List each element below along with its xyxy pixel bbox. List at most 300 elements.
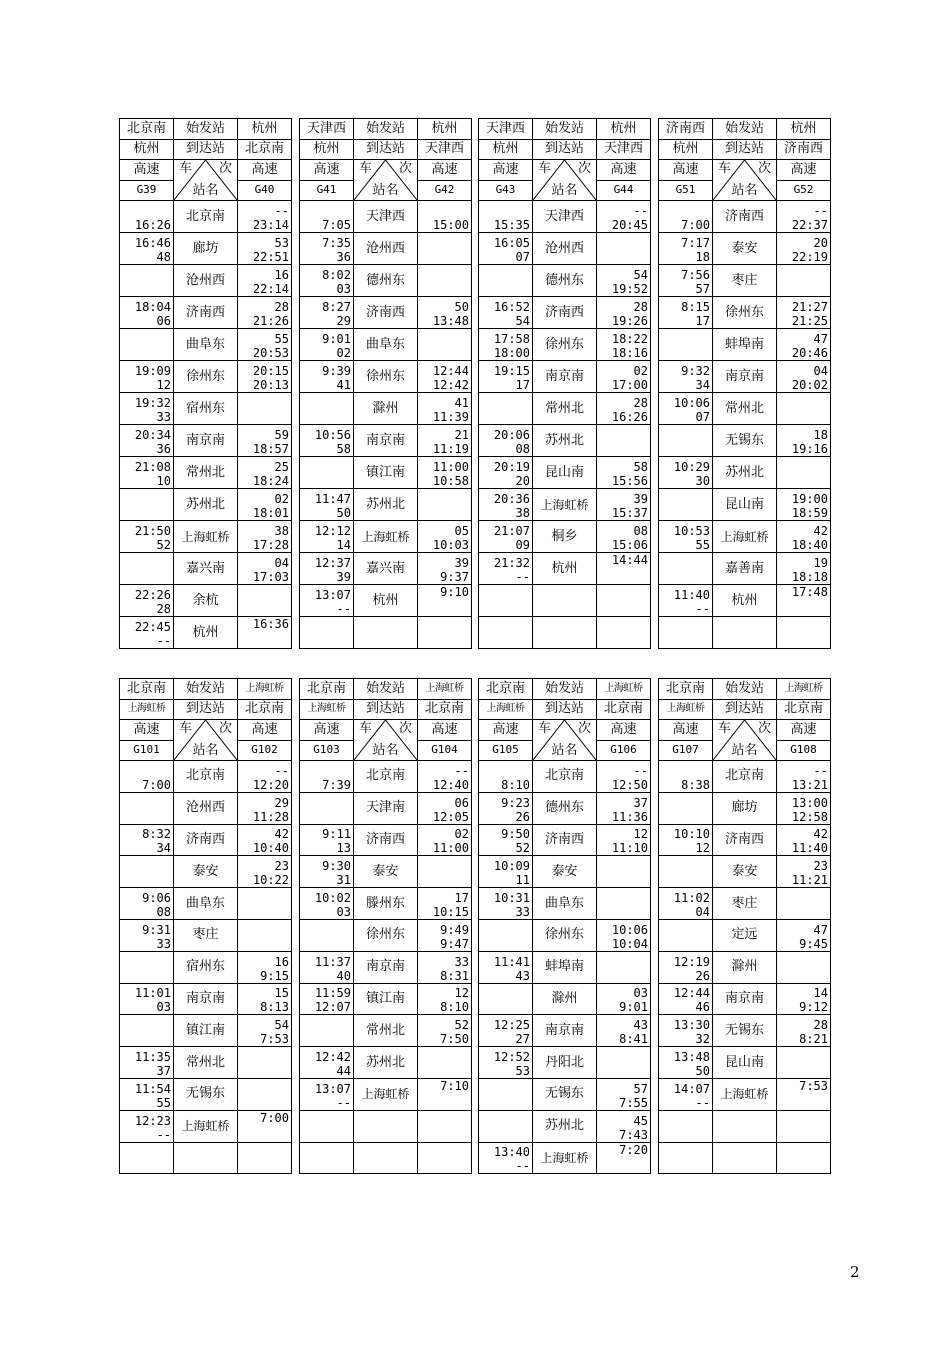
up-time-2: 9:12 bbox=[799, 1000, 828, 1015]
down-time-1 bbox=[302, 1145, 351, 1159]
up-time-1: 9:49 bbox=[440, 922, 469, 937]
down-time-1: 16:52 bbox=[493, 300, 530, 314]
up-time-2 bbox=[420, 1128, 469, 1142]
up-time-1: 42 bbox=[813, 524, 828, 538]
down-time-1: 22:45 bbox=[134, 620, 171, 634]
table-row bbox=[659, 393, 831, 425]
station-name-label: 站名 bbox=[731, 183, 758, 198]
up-time-cell bbox=[777, 761, 831, 793]
down-time-2 bbox=[302, 634, 351, 648]
timetable-G107-G108 bbox=[658, 678, 831, 1174]
down-time-2: 8:10 bbox=[501, 777, 530, 792]
up-time-2 bbox=[599, 250, 648, 264]
up-time-1: 16 bbox=[274, 268, 289, 282]
up-time-2: 12:05 bbox=[432, 809, 469, 824]
down-time-2: 03 bbox=[156, 1000, 171, 1015]
table-row bbox=[120, 983, 292, 1015]
dest-label: 到达站 bbox=[533, 139, 597, 160]
down-time-2 bbox=[481, 410, 530, 424]
down-time-1: 20:34 bbox=[134, 428, 171, 442]
table-row bbox=[300, 888, 472, 920]
down-time-1: 20:06 bbox=[493, 428, 530, 442]
table-row bbox=[479, 1142, 651, 1174]
train-type-up: 高速 bbox=[238, 720, 292, 741]
origin-station-up: 杭州 bbox=[597, 119, 651, 140]
up-time-2 bbox=[779, 282, 828, 296]
up-time-cell bbox=[418, 792, 472, 824]
table-row bbox=[659, 265, 831, 297]
train-type-down: 高速 bbox=[659, 160, 713, 181]
table-row bbox=[479, 393, 651, 425]
table-row bbox=[659, 1142, 831, 1174]
up-time-cell bbox=[238, 1078, 292, 1110]
down-time-1: 11:37 bbox=[314, 954, 351, 969]
station-name: 上海虹桥 bbox=[174, 521, 238, 553]
down-time-cell bbox=[120, 553, 174, 585]
down-time-1 bbox=[661, 764, 710, 778]
station-name: 杭州 bbox=[713, 585, 777, 617]
station-name-label: 站名 bbox=[192, 183, 219, 198]
station-name: 泰安 bbox=[713, 233, 777, 265]
down-time-1 bbox=[481, 268, 530, 282]
down-time-2 bbox=[661, 1159, 710, 1173]
number-label: 次 bbox=[218, 721, 232, 736]
down-time-cell bbox=[479, 361, 533, 393]
up-time-1 bbox=[420, 1145, 469, 1159]
station-name: 上海虹桥 bbox=[354, 1078, 418, 1110]
train-type-down: 高速 bbox=[300, 720, 354, 741]
up-time-1 bbox=[420, 332, 469, 346]
down-time-1 bbox=[661, 923, 710, 937]
station-name: 苏州北 bbox=[713, 457, 777, 489]
table-row bbox=[120, 856, 292, 888]
up-time-cell bbox=[418, 585, 472, 617]
down-time-cell bbox=[300, 856, 354, 888]
up-time-cell bbox=[597, 1078, 651, 1110]
down-time-cell bbox=[120, 919, 174, 951]
up-time-1 bbox=[240, 891, 289, 905]
station-name: 德州东 bbox=[533, 265, 597, 297]
up-time-cell bbox=[418, 919, 472, 951]
up-time-cell bbox=[238, 521, 292, 553]
station-name: 苏州北 bbox=[533, 425, 597, 457]
up-time-cell bbox=[777, 233, 831, 265]
down-time-cell bbox=[479, 425, 533, 457]
up-time-1 bbox=[420, 620, 469, 634]
down-time-cell bbox=[300, 1078, 354, 1110]
down-time-1 bbox=[122, 332, 171, 346]
down-time-cell bbox=[300, 1110, 354, 1142]
up-time-1: -- bbox=[813, 204, 828, 218]
origin-station-up: 上海虹桥 bbox=[418, 679, 472, 700]
up-time-cell bbox=[597, 856, 651, 888]
table-row bbox=[479, 553, 651, 585]
down-time-cell bbox=[120, 489, 174, 521]
down-time-1 bbox=[661, 428, 710, 442]
down-time-1: 10:29 bbox=[673, 460, 710, 474]
up-time-1: 02 bbox=[633, 364, 648, 378]
table-row bbox=[300, 1078, 472, 1110]
down-time-2: 10 bbox=[156, 474, 171, 488]
up-time-1: 14 bbox=[813, 986, 828, 1001]
diagonal-header-cell bbox=[354, 160, 418, 201]
station-name: 昆山南 bbox=[533, 457, 597, 489]
table-row bbox=[659, 521, 831, 553]
table-row bbox=[479, 983, 651, 1015]
up-time-cell bbox=[597, 329, 651, 361]
table-row bbox=[479, 521, 651, 553]
down-time-2: 58 bbox=[336, 442, 351, 456]
down-time-cell bbox=[300, 585, 354, 617]
table-row bbox=[120, 792, 292, 824]
station-name: 定远 bbox=[713, 919, 777, 951]
up-time-1: 28 bbox=[274, 300, 289, 314]
up-time-cell bbox=[418, 1047, 472, 1079]
down-time-2: 03 bbox=[336, 904, 351, 919]
station-name: 北京南 bbox=[174, 761, 238, 793]
up-time-1: 18 bbox=[813, 428, 828, 442]
up-time-cell bbox=[597, 1142, 651, 1174]
down-time-1: 20:19 bbox=[493, 460, 530, 474]
up-time-1 bbox=[779, 1050, 828, 1064]
down-time-1 bbox=[302, 396, 351, 410]
down-time-1 bbox=[481, 1082, 530, 1096]
down-time-cell bbox=[479, 1110, 533, 1142]
station-name bbox=[533, 585, 597, 617]
down-time-cell bbox=[300, 888, 354, 920]
origin-station-up: 杭州 bbox=[238, 119, 292, 140]
up-time-cell bbox=[238, 856, 292, 888]
table-row bbox=[300, 297, 472, 329]
up-time-2: 17:03 bbox=[252, 570, 289, 584]
origin-station-down: 北京南 bbox=[659, 679, 713, 700]
station-name: 滁州 bbox=[533, 983, 597, 1015]
timetable-G43-G44 bbox=[478, 118, 651, 649]
up-time-2: 18:57 bbox=[252, 442, 289, 456]
down-time-cell bbox=[479, 329, 533, 361]
up-time-2: 21:26 bbox=[252, 314, 289, 328]
up-time-2: 22:37 bbox=[791, 218, 828, 232]
down-time-1: 13:07 bbox=[314, 1081, 351, 1096]
train-number-up: G52 bbox=[777, 180, 831, 201]
up-time-1: 16 bbox=[274, 954, 289, 969]
down-time-1 bbox=[122, 1145, 171, 1159]
down-time-1: 19:32 bbox=[134, 396, 171, 410]
down-time-1: 13:07 bbox=[314, 588, 351, 602]
table-row bbox=[300, 824, 472, 856]
number-label: 次 bbox=[218, 161, 232, 176]
down-time-cell bbox=[479, 553, 533, 585]
up-time-2: 8:13 bbox=[260, 1000, 289, 1015]
down-time-2 bbox=[302, 1159, 351, 1173]
down-time-2 bbox=[122, 810, 171, 824]
table-row bbox=[120, 1142, 292, 1174]
up-time-cell bbox=[597, 1110, 651, 1142]
down-time-2: 41 bbox=[336, 378, 351, 392]
down-time-2: 38 bbox=[515, 506, 530, 520]
down-time-1 bbox=[661, 556, 710, 570]
down-time-2: 52 bbox=[156, 538, 171, 552]
up-time-2 bbox=[240, 602, 289, 616]
station-name: 廊坊 bbox=[713, 792, 777, 824]
up-time-cell bbox=[418, 425, 472, 457]
down-time-cell bbox=[479, 761, 533, 793]
down-time-2: 15:35 bbox=[493, 218, 530, 232]
down-time-2 bbox=[122, 1159, 171, 1173]
up-time-1: 28 bbox=[633, 396, 648, 410]
up-time-cell bbox=[597, 297, 651, 329]
train-type-up: 高速 bbox=[597, 720, 651, 741]
up-time-1: 12 bbox=[454, 986, 469, 1001]
station-name bbox=[354, 617, 418, 649]
up-time-2: 22:19 bbox=[791, 250, 828, 264]
up-time-1: -- bbox=[633, 763, 648, 778]
down-time-cell bbox=[120, 951, 174, 983]
up-time-cell bbox=[777, 425, 831, 457]
up-time-cell bbox=[238, 489, 292, 521]
down-time-cell bbox=[300, 951, 354, 983]
up-time-2 bbox=[599, 602, 648, 616]
down-time-cell bbox=[120, 521, 174, 553]
up-time-cell bbox=[238, 792, 292, 824]
up-time-1: 55 bbox=[274, 332, 289, 346]
up-time-cell bbox=[418, 1142, 472, 1174]
up-time-2: 21:25 bbox=[791, 314, 828, 328]
down-time-1: 13:40 bbox=[493, 1145, 530, 1160]
terminal-station-up: 北京南 bbox=[418, 699, 472, 720]
down-time-cell bbox=[659, 1015, 713, 1047]
down-time-2: 34 bbox=[156, 841, 171, 856]
train-number-up: G102 bbox=[238, 740, 292, 761]
down-time-cell bbox=[300, 617, 354, 649]
up-time-cell bbox=[597, 393, 651, 425]
up-time-2: 19:16 bbox=[791, 442, 828, 456]
up-time-1: 19:00 bbox=[791, 492, 828, 506]
down-time-1 bbox=[122, 492, 171, 506]
station-name: 滕州东 bbox=[354, 888, 418, 920]
down-time-2 bbox=[302, 474, 351, 488]
up-time-cell bbox=[418, 297, 472, 329]
up-time-cell bbox=[597, 1047, 651, 1079]
up-time-1: 7:10 bbox=[440, 1078, 469, 1093]
origin-label: 始发站 bbox=[174, 119, 238, 140]
table-row bbox=[300, 856, 472, 888]
up-time-2: 7:50 bbox=[440, 1032, 469, 1047]
up-time-2 bbox=[599, 634, 648, 648]
dest-label: 到达站 bbox=[174, 139, 238, 160]
up-time-2: 20:13 bbox=[252, 378, 289, 392]
up-time-cell bbox=[777, 1142, 831, 1174]
down-time-cell bbox=[120, 1015, 174, 1047]
up-time-1: 05 bbox=[454, 524, 469, 538]
up-time-2: 15:56 bbox=[611, 474, 648, 488]
station-name: 苏州北 bbox=[174, 489, 238, 521]
up-time-2: 12:50 bbox=[611, 777, 648, 792]
station-name: 枣庄 bbox=[713, 888, 777, 920]
up-time-2: 8:10 bbox=[440, 1000, 469, 1015]
down-time-cell bbox=[479, 393, 533, 425]
table-row bbox=[120, 1015, 292, 1047]
up-time-1: -- bbox=[633, 204, 648, 218]
table-row bbox=[120, 521, 292, 553]
table-row bbox=[120, 297, 292, 329]
down-time-cell bbox=[300, 553, 354, 585]
up-time-cell bbox=[597, 457, 651, 489]
up-time-cell bbox=[238, 201, 292, 233]
down-time-1 bbox=[122, 764, 171, 778]
down-time-2: -- bbox=[695, 1095, 710, 1110]
up-time-cell bbox=[238, 617, 292, 649]
down-time-cell bbox=[300, 521, 354, 553]
table-row bbox=[120, 457, 292, 489]
down-time-cell bbox=[300, 489, 354, 521]
down-time-2 bbox=[122, 969, 171, 983]
up-time-1: 23 bbox=[274, 859, 289, 874]
down-time-1 bbox=[302, 620, 351, 634]
table-row bbox=[300, 233, 472, 265]
station-name: 济南西 bbox=[354, 824, 418, 856]
up-time-1 bbox=[420, 268, 469, 282]
up-time-2: 20:45 bbox=[611, 218, 648, 232]
train-number-down: G101 bbox=[120, 740, 174, 761]
station-name: 杭州 bbox=[354, 585, 418, 617]
down-time-2 bbox=[122, 873, 171, 887]
table-row bbox=[120, 489, 292, 521]
down-time-1 bbox=[481, 1114, 530, 1128]
down-time-cell bbox=[659, 824, 713, 856]
origin-label: 始发站 bbox=[533, 119, 597, 140]
train-label: 车 bbox=[359, 161, 373, 176]
down-time-2 bbox=[122, 346, 171, 360]
table-row bbox=[659, 1078, 831, 1110]
table-row bbox=[659, 553, 831, 585]
down-time-2 bbox=[661, 346, 710, 360]
station-name: 济南西 bbox=[713, 201, 777, 233]
up-time-2: 22:51 bbox=[252, 250, 289, 264]
up-time-1 bbox=[599, 236, 648, 250]
up-time-1: 54 bbox=[274, 1018, 289, 1033]
up-time-1: 54 bbox=[633, 268, 648, 282]
table-row bbox=[300, 521, 472, 553]
up-time-cell bbox=[238, 425, 292, 457]
table-row bbox=[300, 919, 472, 951]
down-time-cell bbox=[300, 761, 354, 793]
station-name: 常州北 bbox=[533, 393, 597, 425]
up-time-1 bbox=[599, 859, 648, 873]
down-time-2 bbox=[661, 634, 710, 648]
table-row bbox=[300, 553, 472, 585]
down-time-2: 08 bbox=[156, 904, 171, 919]
down-time-cell bbox=[479, 489, 533, 521]
up-time-1 bbox=[779, 396, 828, 410]
station-name: 曲阜东 bbox=[174, 329, 238, 361]
train-number-up: G104 bbox=[418, 740, 472, 761]
down-time-2 bbox=[122, 282, 171, 296]
table-row bbox=[659, 233, 831, 265]
down-time-cell bbox=[659, 856, 713, 888]
station-name: 北京南 bbox=[354, 761, 418, 793]
up-time-2 bbox=[599, 873, 648, 887]
up-time-1 bbox=[779, 620, 828, 634]
up-time-2 bbox=[420, 506, 469, 520]
up-time-2: 18:01 bbox=[252, 506, 289, 520]
origin-station-down: 北京南 bbox=[479, 679, 533, 700]
up-time-1: 28 bbox=[633, 300, 648, 314]
down-time-cell bbox=[300, 329, 354, 361]
train-number-down: G105 bbox=[479, 740, 533, 761]
down-time-cell bbox=[659, 265, 713, 297]
down-time-2: 28 bbox=[156, 602, 171, 616]
station-name: 枣庄 bbox=[174, 919, 238, 951]
origin-station-up: 上海虹桥 bbox=[777, 679, 831, 700]
up-time-2: 17:28 bbox=[252, 538, 289, 552]
down-time-2: 11 bbox=[515, 873, 530, 888]
down-time-2 bbox=[481, 1096, 530, 1110]
down-time-cell bbox=[659, 489, 713, 521]
diagonal-header-cell bbox=[174, 160, 238, 201]
up-time-1 bbox=[420, 1114, 469, 1128]
terminal-station-up: 北京南 bbox=[777, 699, 831, 720]
down-time-1: 12:19 bbox=[673, 954, 710, 969]
up-time-1 bbox=[779, 1145, 828, 1159]
up-time-1 bbox=[599, 428, 648, 442]
down-time-1: 19:09 bbox=[134, 364, 171, 378]
up-time-1: -- bbox=[274, 204, 289, 218]
table-row bbox=[120, 1110, 292, 1142]
train-number-up: G42 bbox=[418, 180, 472, 201]
down-time-1: 7:56 bbox=[681, 268, 710, 282]
down-time-2: 26 bbox=[695, 968, 710, 983]
up-time-1: 12 bbox=[633, 827, 648, 842]
up-time-1: 37 bbox=[633, 795, 648, 810]
station-name: 泰安 bbox=[354, 856, 418, 888]
down-time-1 bbox=[661, 859, 710, 873]
table-row bbox=[659, 761, 831, 793]
down-time-2: 55 bbox=[695, 538, 710, 552]
down-time-2: 39 bbox=[336, 570, 351, 584]
station-name: 镇江南 bbox=[354, 983, 418, 1015]
up-time-1: 42 bbox=[274, 827, 289, 842]
down-time-cell bbox=[479, 201, 533, 233]
down-time-2: 07 bbox=[515, 250, 530, 264]
down-time-2: 50 bbox=[336, 506, 351, 520]
down-time-1 bbox=[302, 1018, 351, 1032]
terminal-station-down: 杭州 bbox=[659, 139, 713, 160]
up-time-2 bbox=[420, 1159, 469, 1173]
up-time-2: 9:47 bbox=[440, 936, 469, 951]
station-name: 天津南 bbox=[354, 792, 418, 824]
down-time-1: 16:46 bbox=[134, 236, 171, 250]
up-time-cell bbox=[777, 856, 831, 888]
down-time-cell bbox=[120, 457, 174, 489]
up-time-2: 10:15 bbox=[432, 904, 469, 919]
train-type-down: 高速 bbox=[479, 160, 533, 181]
table-row bbox=[479, 1078, 651, 1110]
up-time-cell bbox=[418, 1110, 472, 1142]
station-name: 常州北 bbox=[174, 457, 238, 489]
down-time-cell bbox=[659, 553, 713, 585]
station-name: 丹阳北 bbox=[533, 1047, 597, 1079]
down-time-1 bbox=[661, 796, 710, 810]
up-time-2: 8:31 bbox=[440, 968, 469, 983]
table-row bbox=[659, 1015, 831, 1047]
down-time-2 bbox=[481, 602, 530, 616]
down-time-2: 50 bbox=[695, 1063, 710, 1078]
down-time-1: 22:26 bbox=[134, 588, 171, 602]
down-time-2: 8:38 bbox=[681, 777, 710, 792]
up-time-2: 12:40 bbox=[432, 777, 469, 792]
up-time-2: 11:21 bbox=[791, 873, 828, 888]
